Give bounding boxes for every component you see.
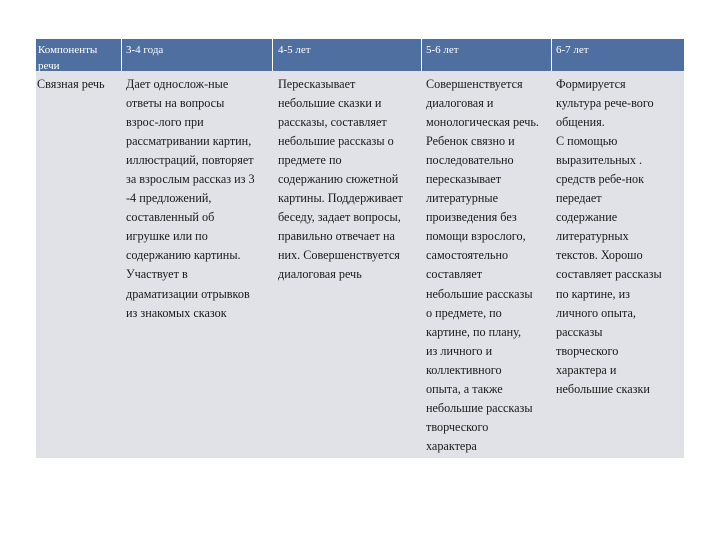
text-line: небольшие сказки и (278, 96, 382, 111)
text-line: литературные (426, 191, 498, 206)
text-line: небольшие рассказы (426, 400, 533, 415)
text-line: передает (556, 191, 602, 206)
text-line: личного опыта, (556, 305, 636, 320)
text-line: выразительных . (556, 153, 643, 168)
cell-age-3-4 (126, 75, 255, 323)
text-line: Ребенок связно и (426, 134, 515, 149)
text-line: небольшие рассказы (426, 286, 533, 301)
text-line: беседу, задает вопросы, (278, 210, 401, 225)
text-line: за взрослым рассказ из 3 (126, 172, 255, 187)
text-line: пересказывает (426, 172, 502, 187)
header-age-6-7: 6-7 лет (556, 44, 589, 56)
text-line: творческого (426, 419, 489, 434)
text-line: них. Совершенствуется (278, 248, 400, 263)
text-line: опыта, а также (426, 381, 503, 396)
text-line: ответы на вопросы (126, 96, 225, 111)
text-line: Формируется (556, 77, 626, 91)
text-line: составляет (426, 267, 483, 282)
text-line: диалоговая и (426, 96, 494, 111)
text-line: общения. (556, 115, 605, 130)
text-line: игрушке или по (126, 229, 208, 244)
text-line: Пересказывает (278, 77, 356, 91)
text-line: составляет рассказы (556, 267, 662, 282)
text-line: культура рече-вого (556, 96, 654, 111)
text-line: последовательно (426, 153, 514, 168)
text-line: -4 предложений, (126, 191, 212, 206)
row-label: Связная речь (37, 77, 105, 91)
header-divider (272, 39, 273, 71)
text-line: предмете по (278, 153, 342, 168)
text-line: С помощью (556, 134, 618, 149)
text-line: Дает однослож-ные (126, 77, 229, 91)
text-line: небольшие сказки (556, 381, 650, 396)
text-line: содержанию картины. (126, 248, 241, 263)
text-line: по картине, из (556, 286, 630, 301)
cell-age-5-6 (426, 75, 539, 456)
text-line: Совершенствуется (426, 77, 523, 91)
text-line: помощи взрослого, (426, 229, 526, 244)
text-line: иллюстраций, повторяет (126, 153, 254, 168)
header-age-5-6: 5-6 лет (426, 44, 459, 56)
text-line: диалоговая речь (278, 267, 362, 282)
text-line: содержанию сюжетной (278, 172, 399, 187)
development-table (36, 39, 684, 458)
text-line: картине, по плану, (426, 324, 522, 339)
table-header-row (36, 39, 684, 71)
text-line: рассказы (556, 324, 603, 339)
header-divider (551, 39, 552, 71)
cell-age-4-5 (278, 75, 403, 285)
text-line: взрос-лого при (126, 115, 204, 130)
cell-age-6-7 (556, 75, 662, 399)
header-divider (421, 39, 422, 71)
header-divider (121, 39, 122, 71)
text-line: характера и (556, 362, 617, 377)
text-line: Участвует в (126, 267, 188, 282)
text-line: творческого (556, 343, 619, 358)
text-line: самостоятельно (426, 248, 509, 263)
text-line: средств ребе-нок (556, 172, 645, 187)
text-line: монологическая речь. (426, 115, 539, 130)
text-line: небольшие рассказы о (278, 134, 394, 149)
text-line: о предмете, по (426, 305, 502, 320)
text-line: коллективного (426, 362, 502, 377)
text-line: рассматривании картин, (126, 134, 252, 149)
text-line: составленный об (126, 210, 215, 225)
text-line: содержание (556, 210, 618, 225)
text-line: рассказы, составляет (278, 115, 387, 130)
text-line: текстов. Хорошо (556, 248, 643, 263)
text-line: картины. Поддерживает (278, 191, 403, 206)
text-line: из личного и (426, 343, 493, 358)
header-age-3-4: 3-4 года (126, 44, 164, 56)
text-line: литературных (556, 229, 629, 244)
text-line: правильно отвечает на (278, 229, 395, 244)
text-line: произведения без (426, 210, 517, 225)
text-line: из знакомых сказок (126, 305, 227, 320)
header-age-4-5: 4-5 лет (278, 44, 311, 56)
header-components: Компоненты речи (38, 44, 98, 72)
text-line: характера (426, 438, 477, 453)
text-line: драматизации отрывков (126, 286, 250, 301)
